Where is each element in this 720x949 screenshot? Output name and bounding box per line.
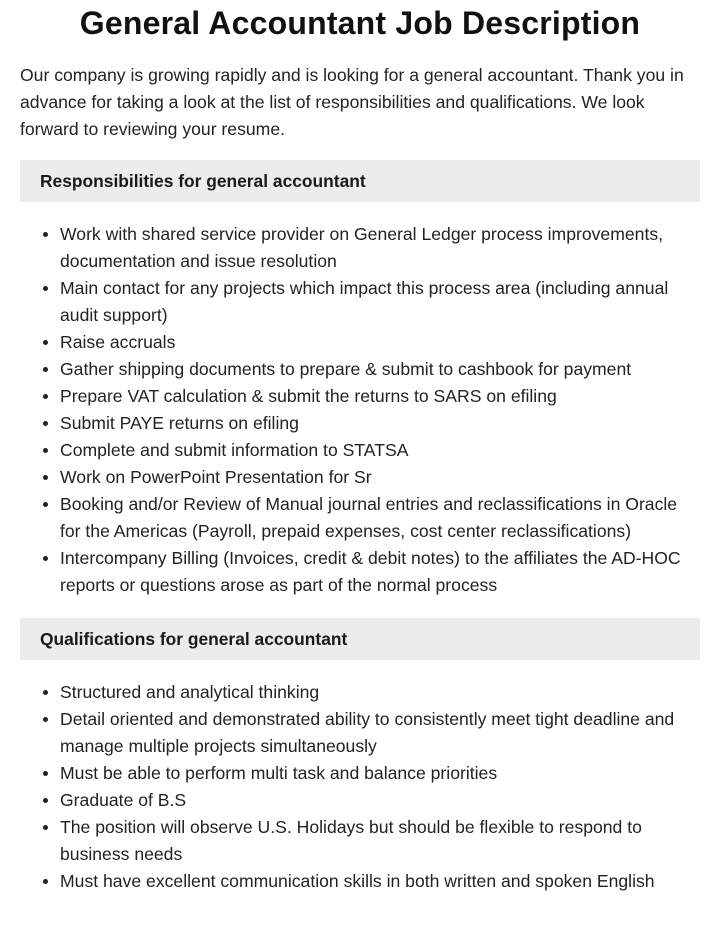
list-item: Work on PowerPoint Presentation for Sr bbox=[60, 464, 700, 491]
responsibilities-heading: Responsibilities for general accountant bbox=[20, 160, 700, 202]
qualifications-heading: Qualifications for general accountant bbox=[20, 618, 700, 660]
list-item: Structured and analytical thinking bbox=[60, 679, 700, 706]
list-item: Detail oriented and demonstrated ability to consistently meet tight deadline and manage multiple projects simultaneously bbox=[60, 706, 700, 760]
list-item: Main contact for any projects which impact this process area (including annual audit support) bbox=[60, 275, 700, 329]
list-item: Work with shared service provider on General Ledger process improvements, documentation and issue resolution bbox=[60, 221, 700, 275]
list-item: Must be able to perform multi task and balance priorities bbox=[60, 760, 700, 787]
list-item: Complete and submit information to STATSA bbox=[60, 437, 700, 464]
intro-paragraph: Our company is growing rapidly and is looking for a general accountant. Thank you in advance for taking a look at the list of responsibilities and qualifications. We look forward to reviewing your resume. bbox=[20, 65, 684, 139]
list-item: Prepare VAT calculation & submit the returns to SARS on efiling bbox=[60, 383, 700, 410]
list-item: Intercompany Billing (Invoices, credit & debit notes) to the affiliates the AD-HOC reports or questions arose as part of the normal process bbox=[60, 545, 700, 599]
list-item: Must have excellent communication skills in both written and spoken English bbox=[60, 868, 700, 895]
list-item: Graduate of B.S bbox=[60, 787, 700, 814]
list-item: Raise accruals bbox=[60, 329, 700, 356]
list-item: Booking and/or Review of Manual journal entries and reclassifications in Oracle for the Americas (Payroll, prepaid expenses, cost center reclassifications) bbox=[60, 491, 700, 545]
list-item: Submit PAYE returns on efiling bbox=[60, 410, 700, 437]
responsibilities-list bbox=[20, 221, 700, 599]
list-item: Gather shipping documents to prepare & submit to cashbook for payment bbox=[60, 356, 700, 383]
list-item: The position will observe U.S. Holidays but should be flexible to respond to business needs bbox=[60, 814, 700, 868]
qualifications-list bbox=[20, 679, 700, 895]
page-title: General Accountant Job Description bbox=[79, 5, 641, 41]
